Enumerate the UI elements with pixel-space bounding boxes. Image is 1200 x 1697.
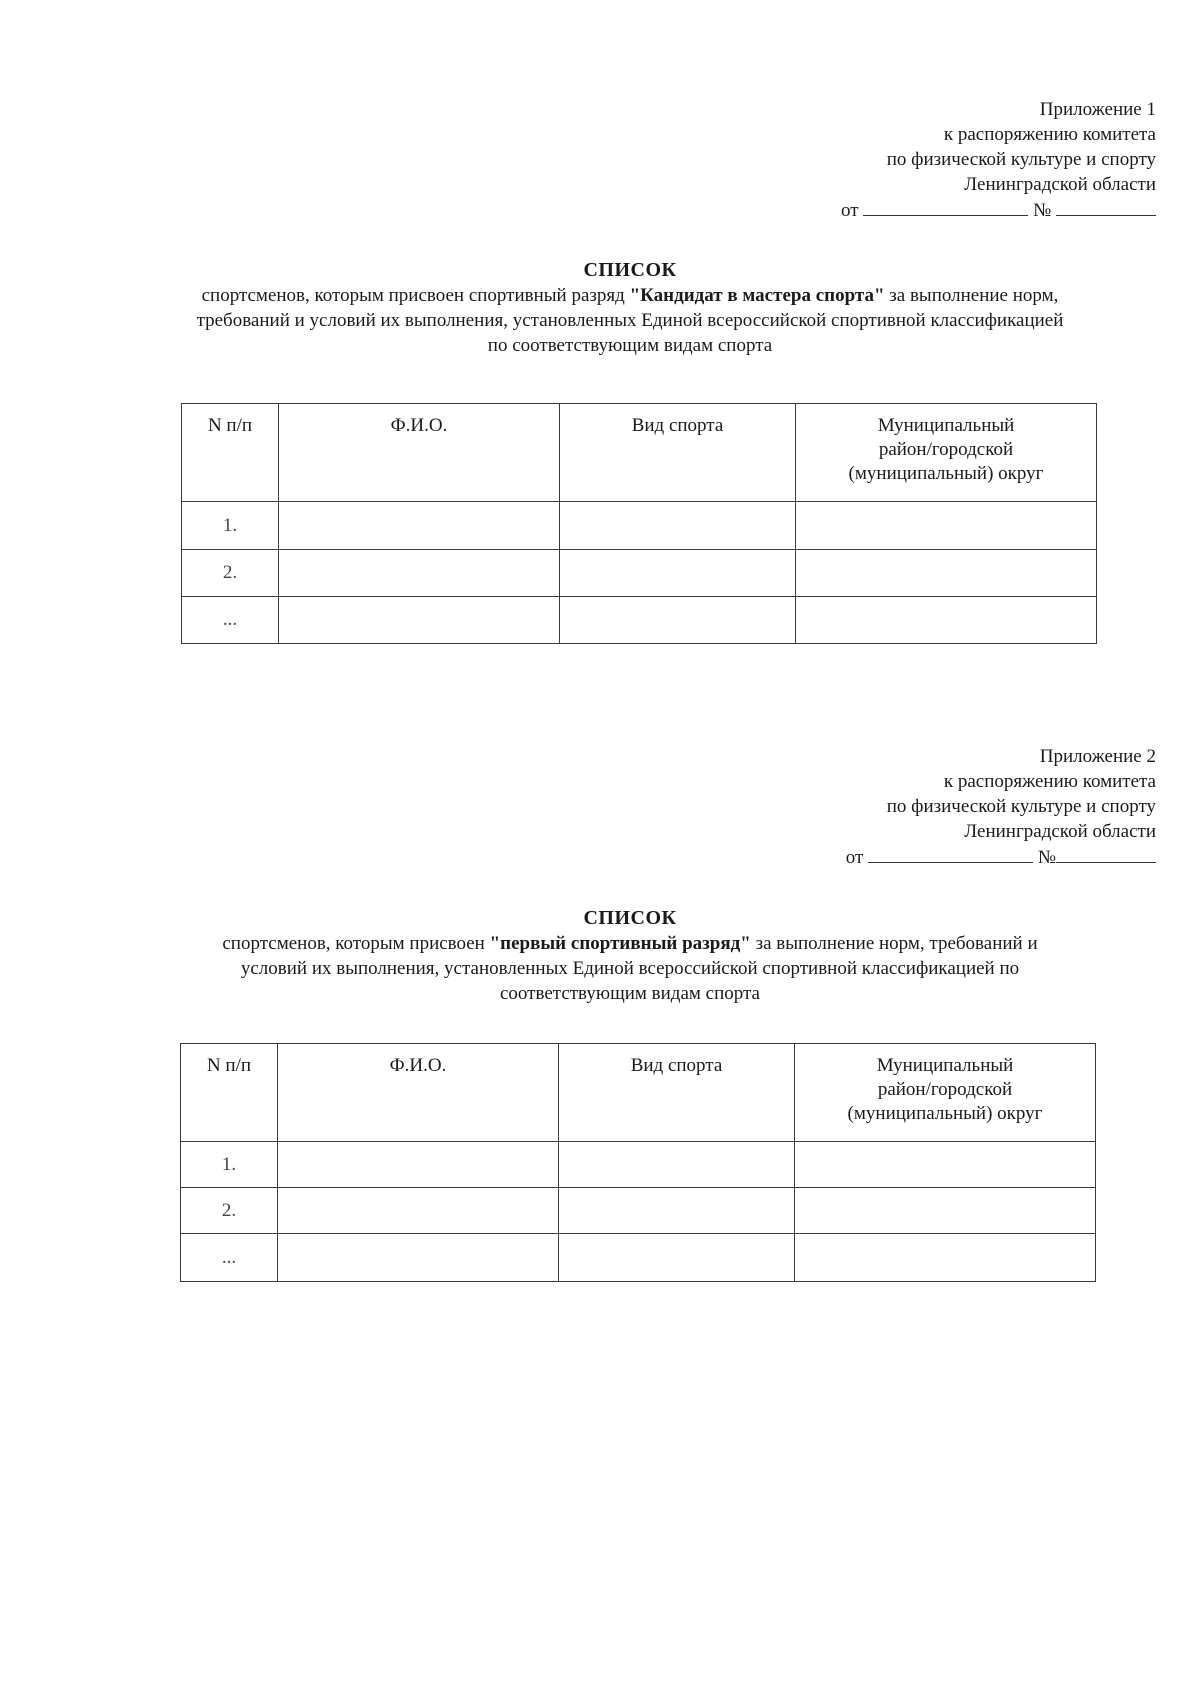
header-fio: Ф.И.О. — [278, 1044, 559, 1142]
list-2-line3: соответствующим видам спорта — [500, 983, 760, 1004]
date-blank — [863, 197, 1028, 216]
row-number: 1. — [182, 502, 279, 550]
cell-sport[interactable] — [560, 550, 796, 597]
date-prefix: от — [841, 200, 859, 221]
table-row — [182, 502, 1097, 550]
table-row — [182, 597, 1097, 644]
appendix-2-date-line — [846, 844, 1156, 870]
cell-sport[interactable] — [560, 502, 796, 550]
cell-district[interactable] — [796, 502, 1097, 550]
row-number: 2. — [182, 550, 279, 597]
list-2-intro-after: за выполнение норм, требований и — [750, 933, 1038, 954]
number-blank — [1056, 197, 1156, 216]
cell-sport[interactable] — [559, 1234, 795, 1282]
appendix-2-header — [846, 744, 1156, 870]
cell-district[interactable] — [795, 1142, 1096, 1188]
appendix-1-line2: к распоряжению комитета — [943, 124, 1156, 145]
table-row — [182, 550, 1097, 597]
row-number: 1. — [181, 1142, 278, 1188]
table-row — [181, 1142, 1096, 1188]
table-2 — [180, 1043, 1096, 1282]
header-number: N п/п — [182, 404, 279, 502]
cell-fio[interactable] — [279, 502, 560, 550]
appendix-1-line3: по физической культуре и спорту — [886, 149, 1156, 170]
appendix-2-line2: к распоряжению комитета — [943, 771, 1156, 792]
cell-sport[interactable] — [559, 1188, 795, 1234]
header-district — [796, 404, 1097, 502]
header-fio: Ф.И.О. — [279, 404, 560, 502]
number-blank — [1056, 844, 1156, 863]
cell-district[interactable] — [795, 1234, 1096, 1282]
list-2-intro — [110, 931, 1150, 956]
list-1-intro-before: спортсменов, которым присвоен спортивный разряд — [201, 285, 630, 306]
list-1-line2: требований и условий их выполнения, установленных Единой всероссийской спортивной классификацией — [196, 310, 1064, 331]
cell-fio[interactable] — [279, 550, 560, 597]
header-number: N п/п — [181, 1044, 278, 1142]
header-district-line3: (муниципальный) округ — [848, 463, 1044, 484]
cell-district[interactable] — [796, 550, 1097, 597]
list-1-intro-after: за выполнение норм, — [884, 285, 1059, 306]
table-row — [181, 1234, 1096, 1282]
cell-fio[interactable] — [278, 1142, 559, 1188]
list-2-heading: СПИСОК — [583, 907, 677, 929]
table-1-header-row — [182, 404, 1097, 502]
list-2-intro-before: спортсменов, которым присвоен — [222, 933, 490, 954]
list-1-intro — [110, 283, 1150, 308]
appendix-2-line4: Ленинградской области — [964, 821, 1156, 842]
cell-sport[interactable] — [559, 1142, 795, 1188]
header-district-line1: Муниципальный — [876, 1055, 1014, 1076]
appendix-2-line3: по физической культуре и спорту — [886, 796, 1156, 817]
appendix-1-header — [841, 97, 1156, 223]
row-number: 2. — [181, 1188, 278, 1234]
appendix-1-title: Приложение 1 — [1039, 99, 1156, 120]
cell-fio[interactable] — [278, 1234, 559, 1282]
date-blank — [868, 844, 1033, 863]
list-1-heading: СПИСОК — [583, 259, 677, 281]
header-district — [795, 1044, 1096, 1142]
header-district-line1: Муниципальный — [877, 415, 1015, 436]
appendix-1-date-line — [841, 197, 1156, 223]
header-district-line2: район/городской — [877, 1079, 1013, 1100]
row-number: ... — [181, 1234, 278, 1282]
row-number: ... — [182, 597, 279, 644]
table-1 — [181, 403, 1097, 644]
header-district-line2: район/городской — [878, 439, 1014, 460]
list-1-line3: по соответствующим видам спорта — [487, 335, 773, 356]
cell-fio[interactable] — [278, 1188, 559, 1234]
cell-fio[interactable] — [279, 597, 560, 644]
appendix-2-title: Приложение 2 — [1039, 746, 1156, 767]
header-district-line3: (муниципальный) округ — [847, 1103, 1043, 1124]
number-sign: № — [1037, 847, 1056, 868]
list-2-title-block — [110, 906, 1150, 1006]
appendix-1-line4: Ленинградской области — [964, 174, 1156, 195]
table-row — [181, 1188, 1096, 1234]
list-1-rank: "Кандидат в мастера спорта" — [629, 285, 885, 306]
list-2-rank: "первый спортивный разряд" — [489, 933, 751, 954]
list-2-line2: условий их выполнения, установленных Единой всероссийской спортивной классификацией по — [240, 958, 1020, 979]
list-1-title-block — [110, 258, 1150, 358]
header-sport: Вид спорта — [560, 404, 796, 502]
number-sign: № — [1033, 200, 1052, 221]
header-sport: Вид спорта — [559, 1044, 795, 1142]
table-2-header-row — [181, 1044, 1096, 1142]
cell-district[interactable] — [795, 1188, 1096, 1234]
cell-district[interactable] — [796, 597, 1097, 644]
date-prefix: от — [845, 847, 864, 868]
cell-sport[interactable] — [560, 597, 796, 644]
